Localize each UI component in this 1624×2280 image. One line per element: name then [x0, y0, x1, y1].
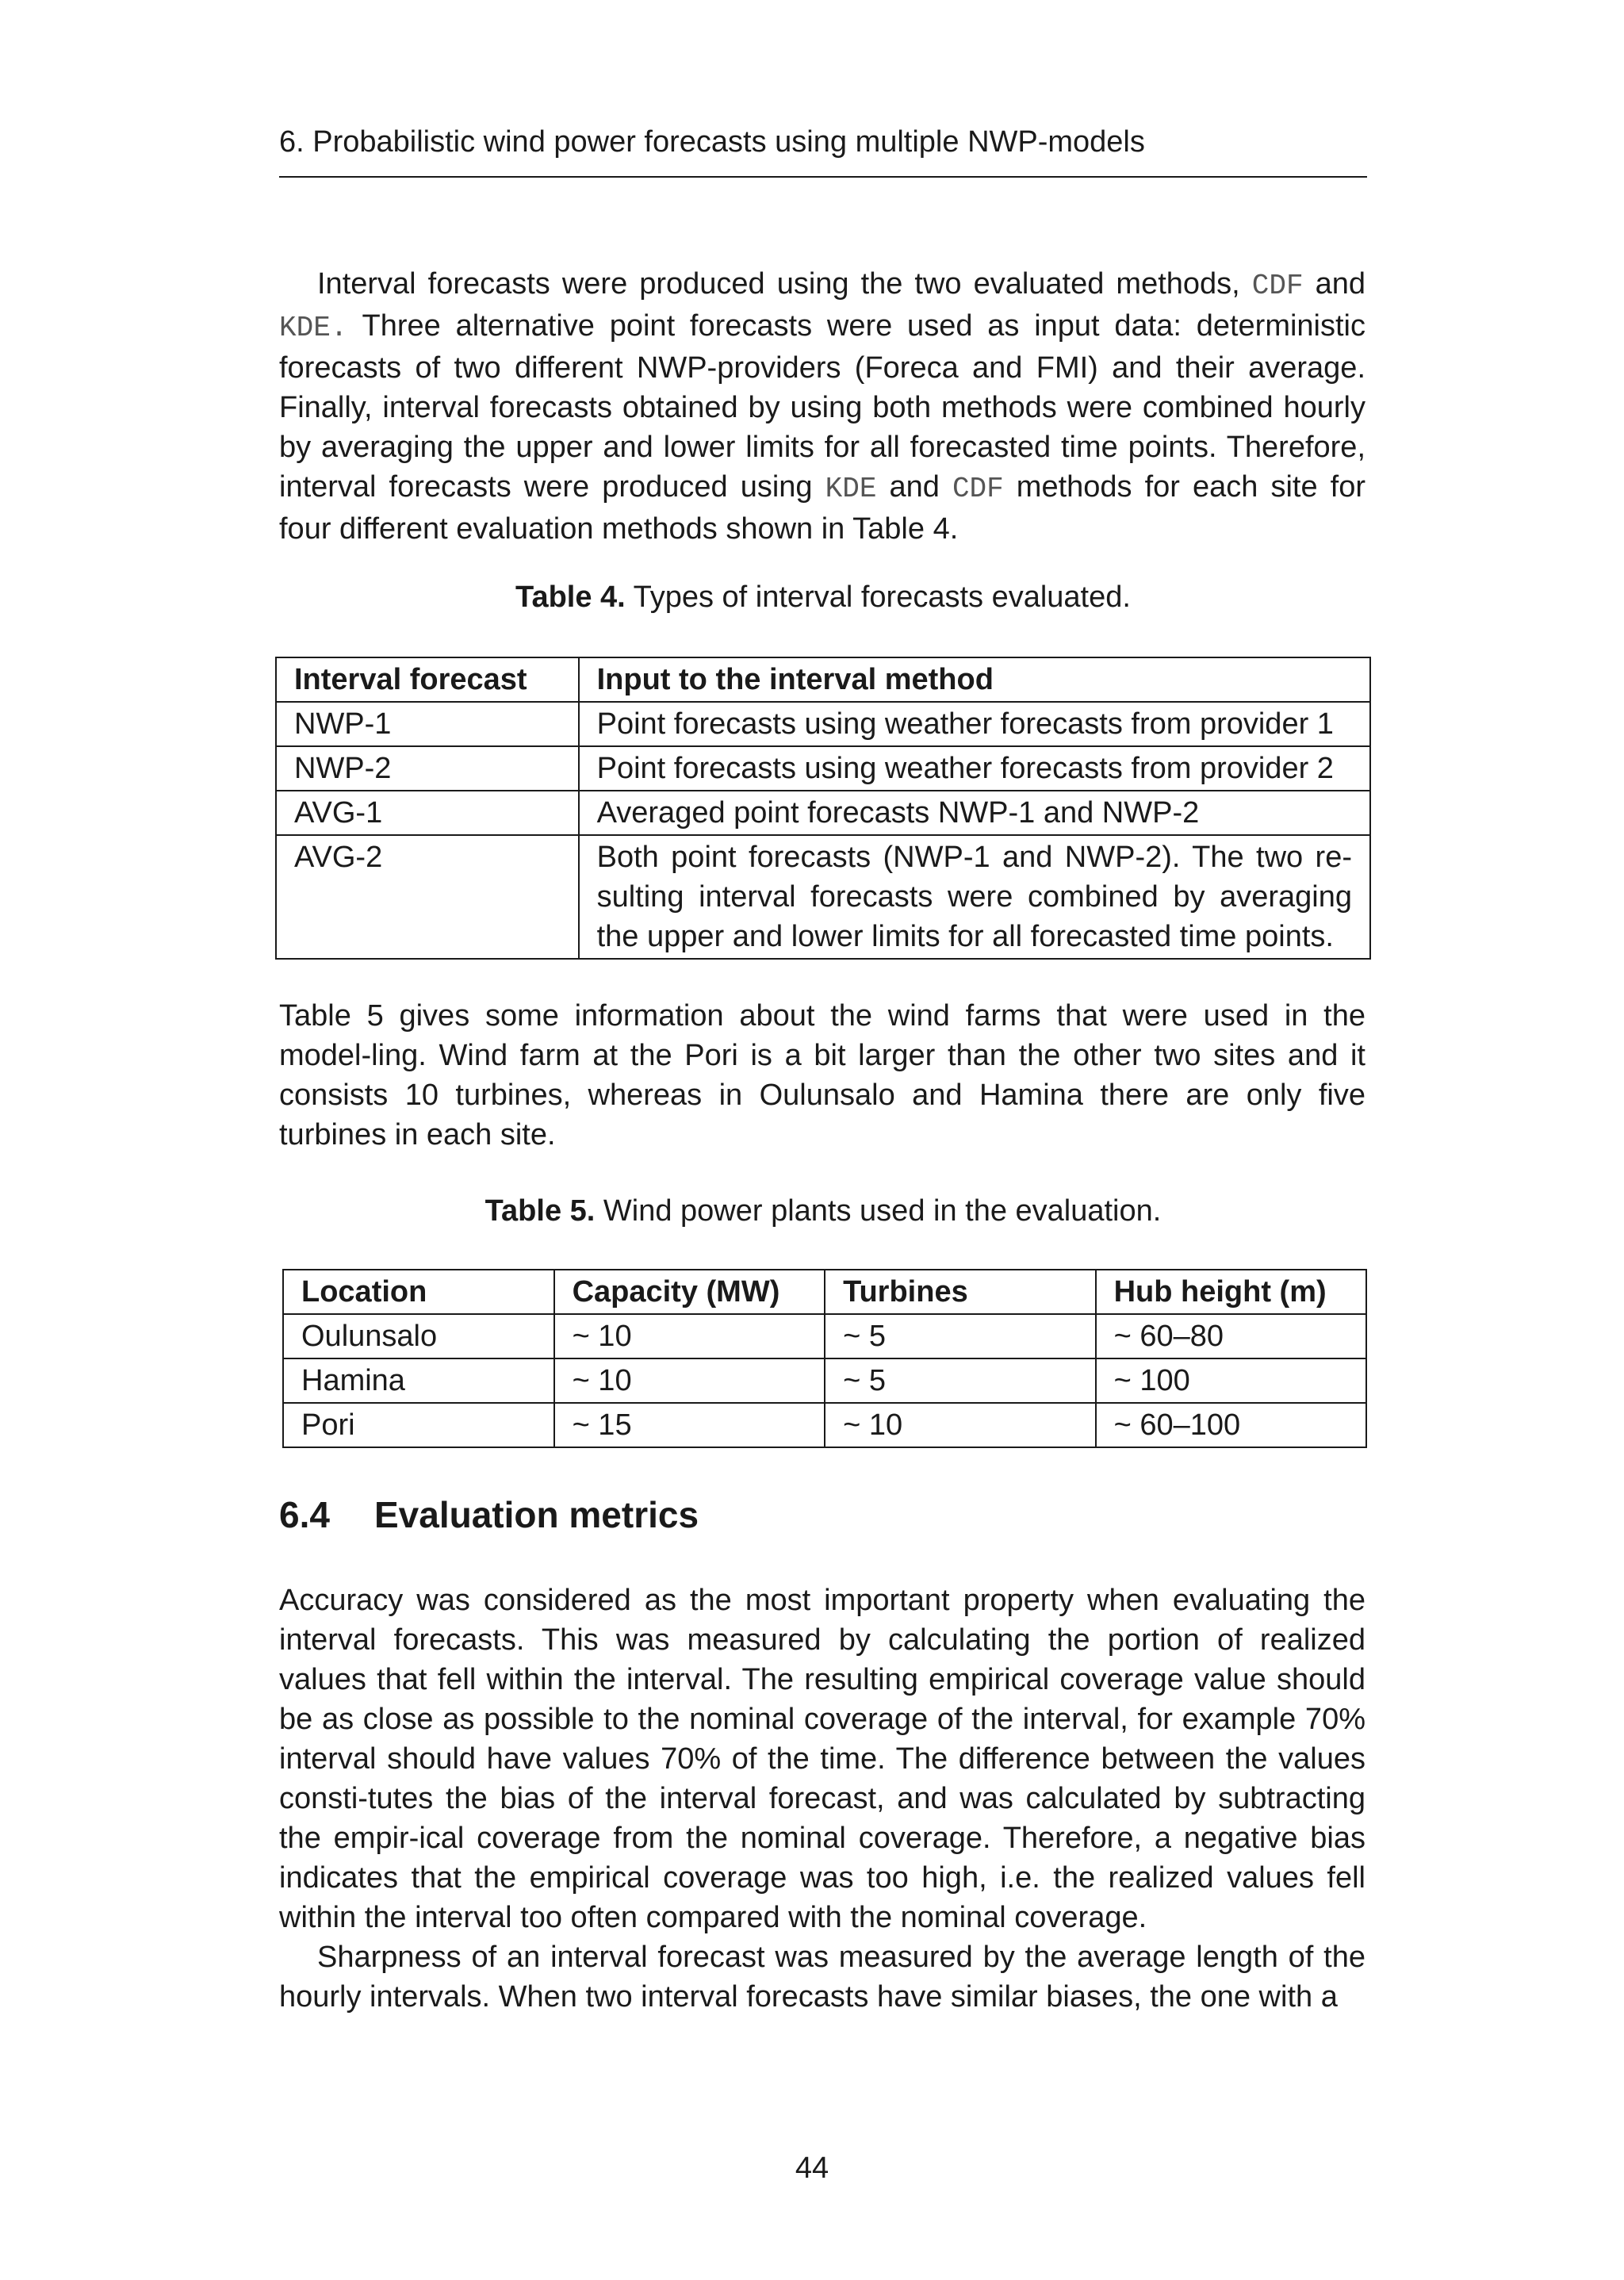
table-cell: Pori — [283, 1403, 554, 1447]
table-cell: Point forecasts using weather forecasts from provider 1 — [579, 702, 1370, 746]
running-head: 6. Probabilistic wind power forecasts using multiple NWP-models — [279, 125, 1145, 159]
code-cdf: CDF — [1251, 270, 1304, 302]
table-cell: ~ 5 — [825, 1314, 1096, 1358]
paragraph-text: and — [876, 470, 952, 504]
table-row — [276, 791, 1370, 835]
table5-caption-label: Table 5. — [485, 1194, 596, 1228]
table-row — [276, 746, 1370, 791]
table4-caption — [279, 577, 1367, 617]
table-cell: NWP-2 — [276, 746, 579, 791]
code-cdf: CDF — [952, 473, 1004, 505]
table-cell: NWP-1 — [276, 702, 579, 746]
table-cell: Averaged point forecasts NWP-1 and NWP-2 — [579, 791, 1370, 835]
table-header-cell: Location — [283, 1270, 554, 1314]
paragraph-text: Interval forecasts were produced using the two evaluated methods, — [317, 267, 1252, 301]
table-cell: ~ 60–100 — [1096, 1403, 1366, 1447]
paragraph-text: Three alternative point forecasts were used as input data: deterministic forecasts of two different NWP-providers (Foreca and FMI) and their average. Finally, interval forecasts obtained by using both methods were combined hourly by averaging the upper and lower limits for all forecasted time points. Therefore, interval forecasts were produced using — [279, 309, 1365, 504]
table-cell: Oulunsalo — [283, 1314, 554, 1358]
table-row — [276, 835, 1370, 959]
table-cell: Both point forecasts (NWP-1 and NWP-2). The two re-sulting interval forecasts were combined by averaging the upper and lower limits for all forecasted time points. — [579, 835, 1370, 959]
page-number: 44 — [795, 2152, 829, 2185]
table-header-row — [283, 1270, 1366, 1314]
paragraph-interval-forecasts — [279, 264, 1365, 549]
table-row — [283, 1314, 1366, 1358]
table-header-row — [276, 657, 1370, 702]
table-header-cell: Hub height (m) — [1096, 1270, 1366, 1314]
table-cell: ~ 10 — [825, 1403, 1096, 1447]
table5-caption-text: Wind power plants used in the evaluation. — [595, 1194, 1162, 1228]
table4 — [275, 657, 1371, 960]
table-row — [283, 1358, 1366, 1403]
table-cell: ~ 5 — [825, 1358, 1096, 1403]
table-cell: AVG-1 — [276, 791, 579, 835]
table-header-cell: Input to the interval method — [579, 657, 1370, 702]
section-number: 6.4 — [279, 1494, 330, 1535]
section-heading — [279, 1493, 699, 1537]
paragraph-text: and — [1303, 267, 1365, 301]
table4-caption-text: Types of interval forecasts evaluated. — [625, 581, 1131, 614]
table-row — [276, 702, 1370, 746]
paragraph-text: methods for each site for four different evaluation methods shown in Table 4. — [279, 470, 1365, 546]
table-cell: ~ 60–80 — [1096, 1314, 1366, 1358]
table-header-cell: Capacity (MW) — [554, 1270, 825, 1314]
table-cell: ~ 15 — [554, 1403, 825, 1447]
table-header-cell: Turbines — [825, 1270, 1096, 1314]
table5-caption — [279, 1191, 1367, 1231]
paragraph-wind-farms: Table 5 gives some information about the wind farms that were used in the model-ling. Wind farm at the Pori is a bit larger than the other two sites and it consists 10 turbines, whereas in Oulunsalo and Hamina there are only five turbines in each site. — [279, 999, 1365, 1151]
paragraph-accuracy: Accuracy was considered as the most important property when evaluating the interval forecasts. This was measured by calculating the portion of realized values that fell within the interval. The resulting empirical coverage value should be as close as possible to the nominal coverage of the interval, for example 70% interval should have values 70% of the time. The difference between the values consti-tutes the bias of the interval forecast, and was calculated by subtracting the empir-ical coverage from the nominal coverage. Therefore, a negative bias indicates that the empirical coverage was too high, i.e. the realized values fell within the interval too often compared with the nominal coverage. — [279, 1584, 1365, 1934]
table-cell: AVG-2 — [276, 835, 579, 959]
section-title: Evaluation metrics — [374, 1494, 699, 1535]
table4-caption-label: Table 4. — [515, 581, 626, 614]
table-row — [283, 1403, 1366, 1447]
table-header-cell: Interval forecast — [276, 657, 579, 702]
table-cell: Hamina — [283, 1358, 554, 1403]
header-divider — [279, 176, 1367, 178]
table-cell: ~ 10 — [554, 1314, 825, 1358]
code-kde: KDE — [825, 473, 877, 505]
code-kde: KDE. — [279, 312, 348, 344]
paragraph-sharpness: Sharpness of an interval forecast was measured by the average length of the hourly intervals. When two interval forecasts have similar biases, the one with a — [279, 1941, 1365, 2014]
table-cell: ~ 10 — [554, 1358, 825, 1403]
table-cell: Point forecasts using weather forecasts from provider 2 — [579, 746, 1370, 791]
table-cell: ~ 100 — [1096, 1358, 1366, 1403]
table5 — [282, 1269, 1367, 1448]
